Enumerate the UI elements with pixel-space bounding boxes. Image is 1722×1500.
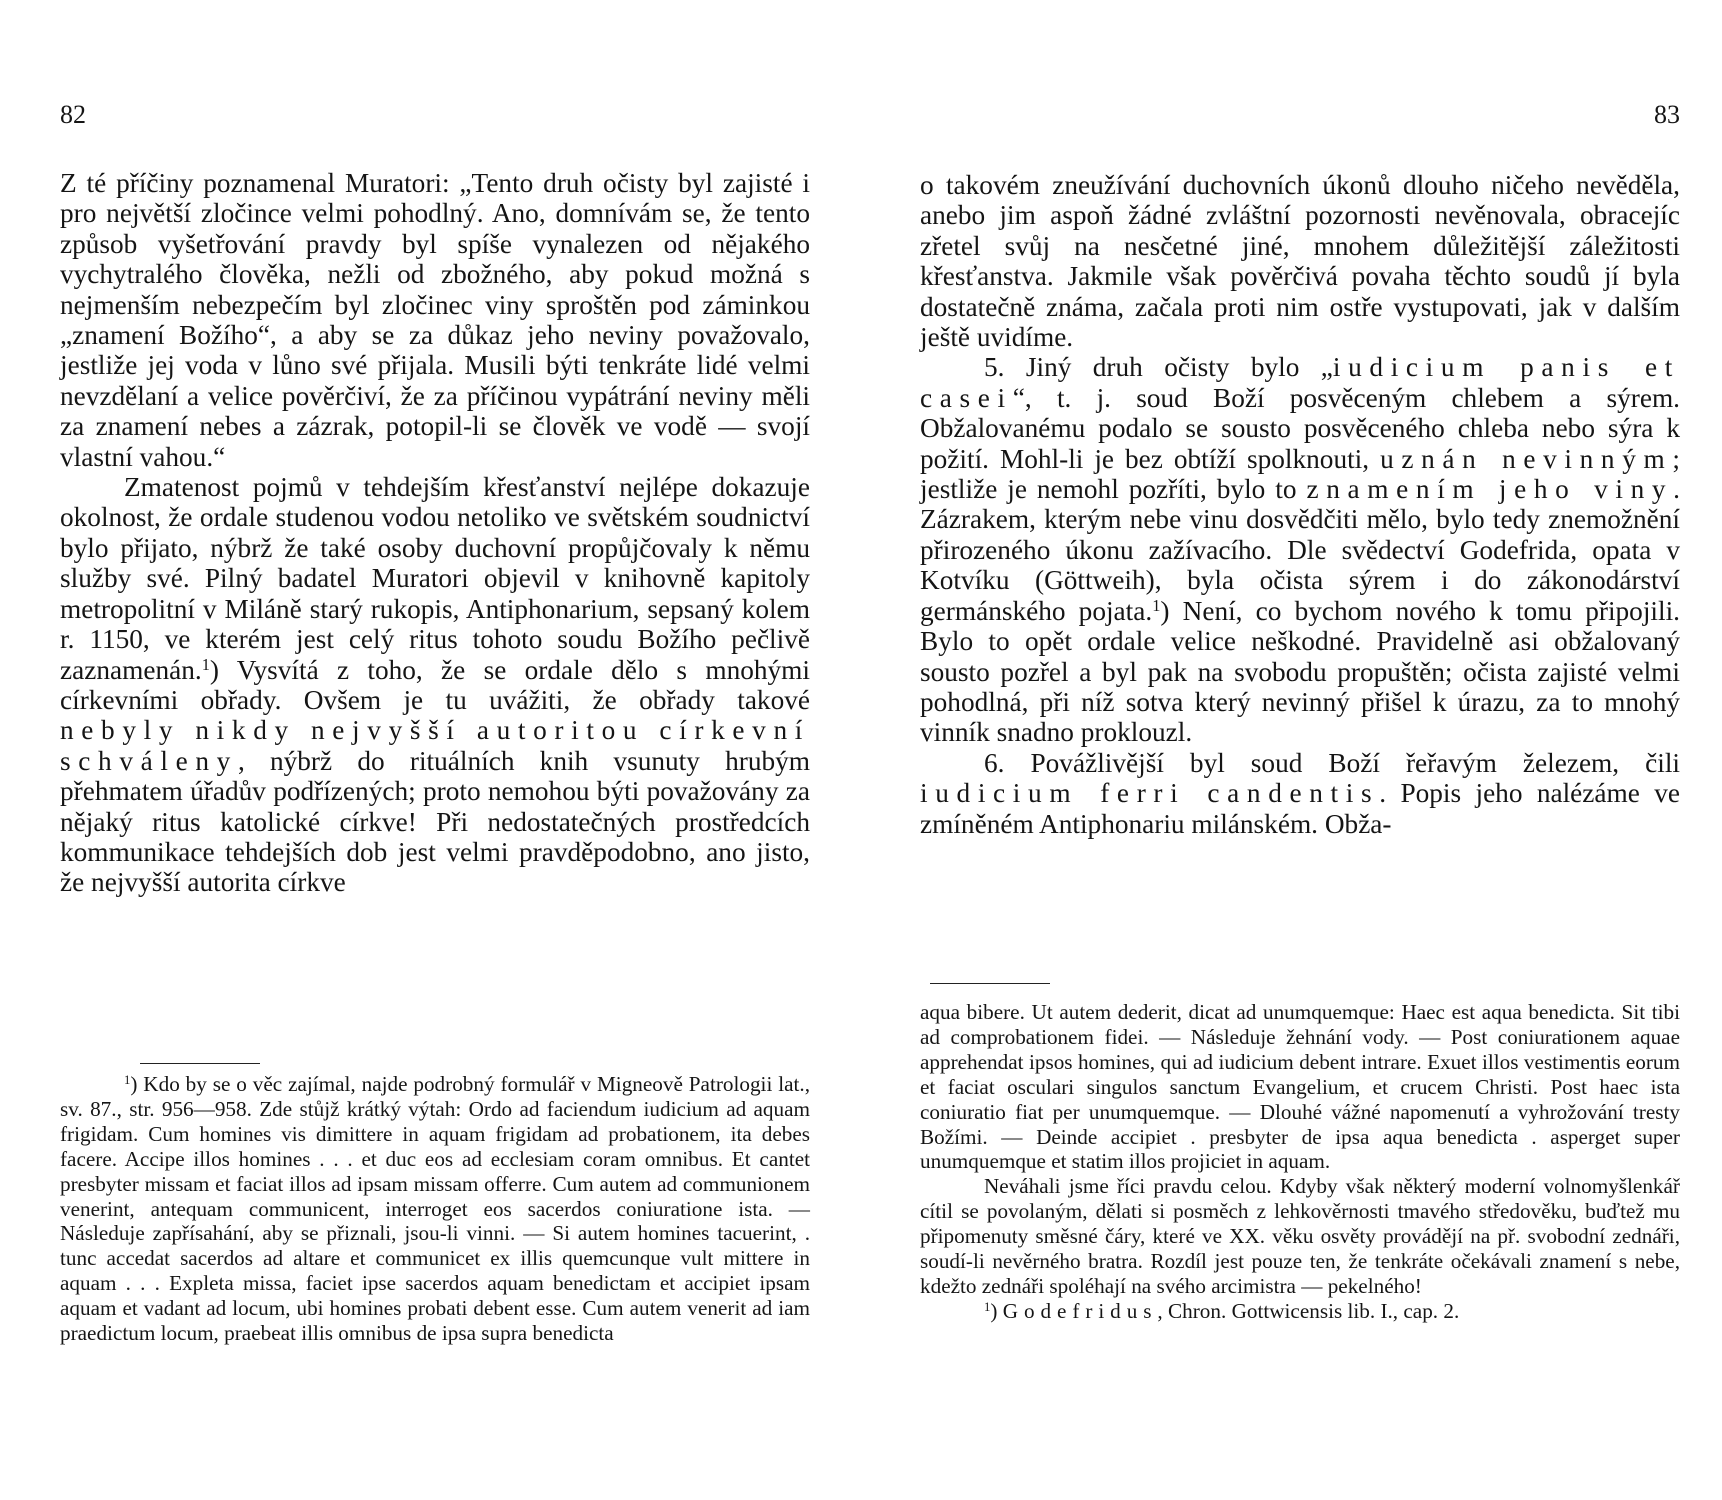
text-run: 5. Jiný druh očisty bylo „ — [984, 352, 1333, 383]
footnote-continuation — [920, 1000, 1680, 1174]
paragraph — [920, 748, 1680, 839]
spaced-emphasis: iudicium panis et casei — [920, 352, 1680, 413]
page-number: 82 — [60, 100, 86, 129]
right-page — [920, 0, 1680, 1500]
text-run: o takovém zneužívání duchovních úkonů dlouho ničeho nevěděla, anebo jim aspoň žádné zvláštní pozornosti nevěnovala, obracejíc zřetel svůj na nesčetné jiné, mnohem důležitější záležitosti křesťanstva. Jakmile však pověrčivá povaha těchto soudů jí byla dostatečně známa, začala proti nim ostře vystupovati, jak v dalším ještě uvidíme. — [920, 170, 1680, 353]
paragraph — [920, 170, 1680, 352]
page-number: 83 — [1654, 100, 1680, 129]
footnotes — [920, 1000, 1680, 1324]
footnote-divider — [140, 1063, 260, 1064]
text-run: , Chron. Gottwicensis lib. I., cap. 2. — [1157, 1298, 1460, 1323]
spaced-emphasis: iudicium ferri candentis — [920, 778, 1380, 809]
footnote-divider — [930, 983, 1050, 984]
spaced-emphasis: znamením jeho viny — [1306, 474, 1674, 505]
text-run: . Zázrakem, kterým nebe vinu dosvědčiti mělo, bylo tedy znemožnění přirozeného úkonu zažívacího. Dle svědectví Godefrida, opata v Kotvíku (Göttweih), byla očista sýrem i do zákonodárství germánského pojata. — [920, 474, 1680, 626]
footnote — [920, 1299, 1680, 1324]
text-run: . Popis jeho nalézáme ve zmíněném Antiphonariu milánském. Obža- — [920, 778, 1680, 839]
footnote — [920, 1174, 1680, 1299]
footnote-marker: 1 — [1152, 595, 1161, 615]
footnote — [60, 1072, 810, 1346]
text-run: ) Vysvítá z toho, že se ordale dělo s mnohými církevními obřady. Ovšem je tu uvážiti, že obřady takové — [60, 654, 810, 715]
footnote-marker: 1 — [201, 654, 210, 674]
text-run: Neváhali jsme říci pravdu celou. Kdyby však některý moderní volnomyšlenkář cítil se povolaným, dělati si posměch z lehkověrnosti tmavého středověku, buďtež mu připomenuty směsné čáry, které ve XX. věku osvěty provádějí na př. svobodní zednáři, soudí-li nevěrného bratra. Rozdíl jest pouze ten, že tenkráte očekávali znamení s nebe, kdežto zednáři spoléhají na svého arcimistra — pekelného! — [920, 1174, 1680, 1298]
spaced-emphasis: Godefridus — [1002, 1298, 1158, 1323]
text-run: Z té příčiny poznamenal Muratori: „Tento druh očisty byl zajisté i pro největší zločince velmi pohodlný. Ano, domnívám se, že tento způsob vyšetřování pravdy byl spíše vynalezen od nějakého vychytralého člověka, nežli od zbožného, aby pokud možná s nejmenším nebezpečím byl zločinec viny sproštěn pod záminkou „znamení Božího“, a aby se za důkaz jeho neviny považovalo, jestliže jej voda v lůno své přijala. Musili býti tenkráte lidé velmi nevzdělaní a velice pověrčiví, že za příčinou vypátrání neviny měli za znamení nebes a zázrak, potopil-li se člověk ve vodě — svojí vlastní vahou.“ — [60, 168, 810, 472]
text-run: Zmatenost pojmů v tehdejším křesťanství nejlépe dokazuje okolnost, že ordale studenou vodou netoliko ve světském soudnictví bylo přijato, nýbrž že také osoby duchovní propůjčovaly k němu služby své. Pilný badatel Muratori objevil v knihovně kapitoly metropolitní v Miláně starý rukopis, Antiphonarium, sepsaný kolem r. 1150, ve kterém jest celý ritus tohoto soudu Božího pečlivě zaznamenán. — [60, 472, 810, 685]
text-run: aqua bibere. Ut autem dederit, dicat ad unumquemque: Haec est aqua benedicta. Sit tibi ad comprobationem fidei. — Následuje žehnání vody. — Post coniurationem aquae apprehendat ipsos homines, qui ad iudicium debent intrare. Exuet illos vestimentis eorum et faciat osculari singulos sanctum Evangelium, et crucem Christi. Post haec ista coniuratio fiat per unumquemque. — Dlouhé vážné napomenutí a vyhrožování tresty Božími. — Deinde accipiet . presbyter de ipsa aqua benedicta . asperget super unumquemque et statim illos projiciet in aquam. — [920, 1000, 1680, 1174]
left-page — [60, 0, 810, 1500]
spaced-emphasis: uznán nevinným — [1380, 443, 1673, 474]
footnote-marker: 1 — [984, 1299, 991, 1314]
text-run: “, t. j. soud Boží posvěceným chlebem a sýrem. Obžalovanému podalo se sousto posvěceného chleba nebo sýra k požití. Mohl-li je bez obtíží spolknouti, — [920, 382, 1680, 474]
footnote-marker: 1 — [124, 1073, 131, 1088]
text-run: 6. Povážlivější byl soud Boží řeřavým železem, čili — [984, 747, 1680, 778]
text-run: ) — [990, 1298, 1003, 1323]
paragraph — [920, 352, 1680, 747]
paragraph — [60, 472, 810, 898]
body-text — [920, 170, 1680, 839]
text-run: ) Kdo by se o věc zajímal, najde podrobný formulář v Migneově Patrologii lat., sv. 87., str. 956—958. Zde stůjž krátký výtah: Ordo ad faciendum iudicium ad aquam frigidam. Cum homines vis dimittere in aquam frigidam ad probationem, ita debes facere. Accipe illos homines . . . et duc eos ad ecclesiam coram omnibus. Et cantet presbyter missam et faciat illos ad ipsam missam offerre. Cum autem ad communionem venerint, antequam communicent, interroget eos sacerdos coniuratione ista. — Následuje zapřísahání, aby se přiznali, jsou-li vinni. — Si autem homines tacuerint, . tunc accedat sacerdos ad altare et communicet ex illis quemcunque vult mittere in aquam . . . Expleta missa, faciet ipse sacerdos aquam benedictam et accipiet ipsam aquam et vadant ad locum, ubi homines probati debent esse. Cum autem venerit ad iam praedictum locum, praebeat illis omnibus de ipsa supra benedicta — [60, 1072, 810, 1346]
text-run: , nýbrž do rituálních knih vsunuty hrubým přehmatem úřadův podřízených; proto nemohou býti považovány za nějaký ritus katolické církve! Při nedostatečných prostředcích kommunikace tehdejších dob jest velmi pravděpodobno, ano jisto, že nejvyšší autorita církve — [60, 745, 810, 898]
text-run: ) Není, co bychom nového k tomu připojili. Bylo to opět ordale velice neškodné. Pravidelně asi obžalovaný sousto pozřel a byl pak na svobodu propuštěn; očista zajisté velmi pohodlná, při níž sotva který nevinný přišel k úrazu, za to mnohý vinník snadno proklouzl. — [920, 595, 1680, 748]
footnotes — [60, 1072, 810, 1346]
paragraph — [60, 168, 810, 472]
body-text — [60, 168, 810, 898]
spaced-emphasis: nebyly nikdy nejvyšší autoritou církevní schváleny — [60, 715, 810, 776]
text-run: ; jestliže je nemohl pozříti, bylo to — [920, 443, 1680, 505]
